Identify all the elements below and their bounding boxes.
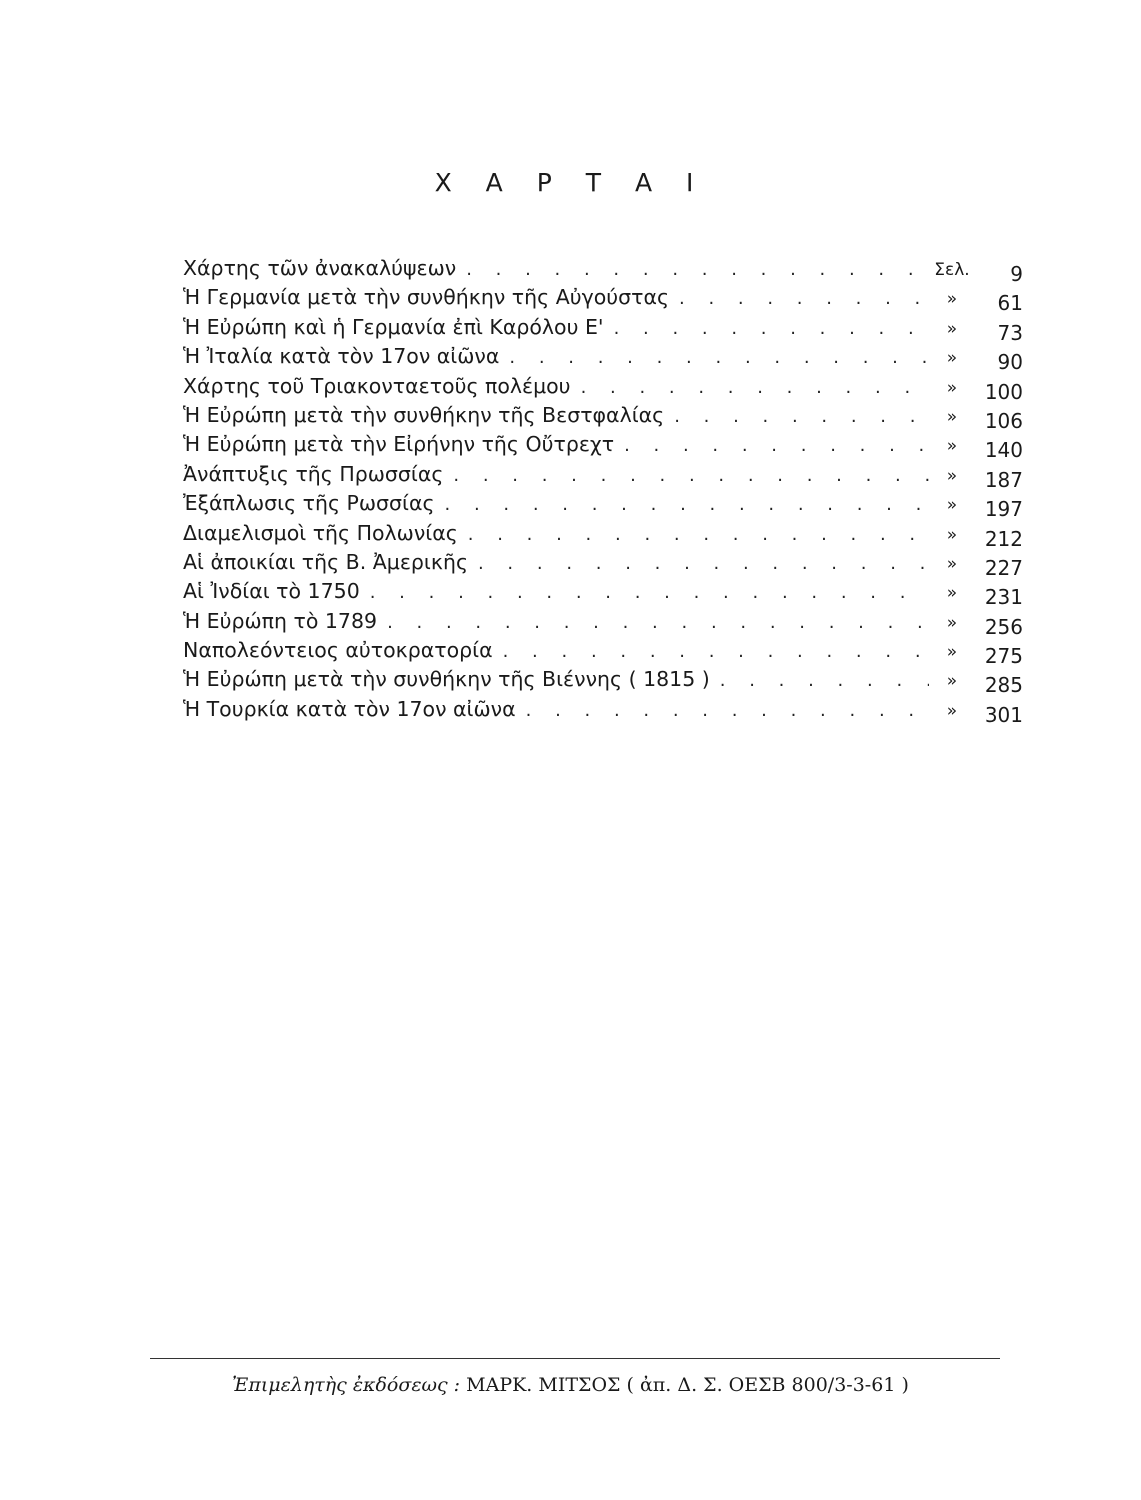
- page-marker: »: [946, 671, 958, 692]
- entry-label: Αἱ Ἰνδίαι τὸ 1750: [183, 579, 360, 604]
- leader-dots: [679, 288, 929, 309]
- leader-dots: [468, 524, 929, 545]
- page-number: 61: [997, 291, 1023, 316]
- leader-dots: [453, 465, 929, 486]
- toc-row: [183, 579, 1023, 608]
- leader-dots: [581, 377, 929, 398]
- leader-dots: [370, 582, 929, 603]
- page-number: 9: [1010, 262, 1023, 286]
- toc-row: [183, 315, 1023, 344]
- page-marker: »: [946, 318, 958, 339]
- entry-label: Ἡ Τουρκία κατὰ τὸν 17ον αἰῶνα: [183, 696, 516, 721]
- entry-label: Ναπολεόντειος αὐτοκρατορία: [183, 638, 493, 663]
- leader-dots: [503, 641, 929, 662]
- page-title: Χ Α Ρ Τ Α Ι: [434, 168, 707, 197]
- page-marker: »: [946, 436, 958, 457]
- entry-label: Αἱ ἀποικίαι τῆς Β. Ἀμερικῆς: [183, 549, 468, 574]
- page-number: 106: [984, 408, 1023, 433]
- page-marker: »: [946, 289, 958, 310]
- page-marker: »: [946, 553, 958, 574]
- page-number: 73: [997, 320, 1023, 345]
- entry-label: Χάρτης τῶν ἀνακαλύψεων: [183, 256, 457, 280]
- toc-row: [183, 403, 1023, 432]
- entry-label: Ἡ Εὐρώπη καὶ ἡ Γερμανία ἐπὶ Καρόλου Ε': [183, 314, 604, 339]
- leader-dots: [466, 259, 929, 280]
- leader-dots: [387, 612, 929, 633]
- page-marker: »: [946, 377, 958, 398]
- entry-label: Ἀνάπτυξις τῆς Πρωσσίας: [183, 461, 444, 486]
- toc-row: [183, 374, 1023, 403]
- page-marker: »: [946, 642, 958, 663]
- toc-row: [183, 697, 1023, 726]
- leader-dots: [509, 347, 929, 368]
- entry-label: Ἡ Εὐρώπη μετὰ τὴν Εἰρήνην τῆς Οὔτρεχτ: [183, 432, 615, 457]
- page-number: 187: [984, 467, 1023, 492]
- leader-dots: [526, 700, 929, 721]
- page-marker: »: [946, 524, 958, 545]
- page-marker: »: [946, 495, 958, 516]
- leader-dots: [478, 553, 929, 574]
- toc-row: [183, 638, 1023, 667]
- toc-row: [183, 667, 1023, 696]
- page-number: 197: [984, 497, 1023, 522]
- page-marker: »: [946, 406, 958, 427]
- page-number: 231: [984, 585, 1023, 610]
- toc-row: [183, 521, 1023, 550]
- page-number: 100: [984, 379, 1023, 404]
- toc-row: [183, 550, 1023, 579]
- page-marker: »: [946, 612, 958, 633]
- leader-dots: [445, 494, 929, 515]
- entry-label: Ἡ Εὐρώπη μετὰ τὴν συνθήκην τῆς Βεστφαλίας: [183, 402, 665, 427]
- page-number: 301: [984, 702, 1023, 727]
- page-marker: »: [946, 700, 958, 721]
- page-number: 275: [984, 644, 1023, 669]
- toc-row: [183, 462, 1023, 491]
- entry-label: Ἡ Γερμανία μετὰ τὴν συνθήκην τῆς Αὐγούστας: [183, 285, 669, 310]
- editor-name: ΜΑΡΚ. ΜΙΤΣΟΣ: [466, 1374, 621, 1396]
- toc-row: [183, 285, 1023, 314]
- editor-label: Ἐπιμελητὴς ἐκδόσεως :: [232, 1374, 461, 1396]
- page-marker: »: [946, 348, 958, 369]
- editor-credit: [0, 1374, 1141, 1396]
- entry-label: Χάρτης τοῦ Τριακονταετοῦς πολέμου: [183, 373, 571, 398]
- toc-row: [183, 609, 1023, 638]
- leader-dots: [624, 435, 929, 456]
- toc-row: [183, 344, 1023, 373]
- page-number: 256: [984, 614, 1023, 639]
- maps-table-of-contents: [183, 256, 1023, 726]
- toc-row: [183, 491, 1023, 520]
- entry-label: Ἡ Εὐρώπη τὸ 1789: [183, 608, 378, 633]
- page-marker: Σελ.: [934, 260, 970, 280]
- entry-label: Διαμελισμοὶ τῆς Πολωνίας: [183, 520, 458, 545]
- approval-reference: ( ἀπ. Δ. Σ. ΟΕΣΒ 800/3-3-61 ): [626, 1374, 909, 1396]
- page-marker: »: [946, 465, 958, 486]
- page-number: 285: [984, 673, 1023, 698]
- leader-dots: [674, 406, 929, 427]
- page-number: 212: [984, 526, 1023, 551]
- leader-dots: [720, 670, 929, 691]
- leader-dots: [614, 318, 929, 339]
- footer-divider: [150, 1358, 1000, 1359]
- toc-row: [183, 432, 1023, 461]
- entry-label: Ἡ Ἰταλία κατὰ τὸν 17ον αἰῶνα: [183, 344, 500, 369]
- toc-row: [183, 256, 1023, 285]
- page-marker: »: [946, 583, 958, 604]
- page-number: 90: [997, 350, 1023, 375]
- entry-label: Ἐξάπλωσις τῆς Ρωσσίας: [183, 491, 435, 516]
- entry-label: Ἡ Εὐρώπη μετὰ τὴν συνθήκην τῆς Βιέννης ( 1815 ): [183, 667, 710, 692]
- page-number: 140: [984, 438, 1023, 463]
- page-number: 227: [984, 555, 1023, 580]
